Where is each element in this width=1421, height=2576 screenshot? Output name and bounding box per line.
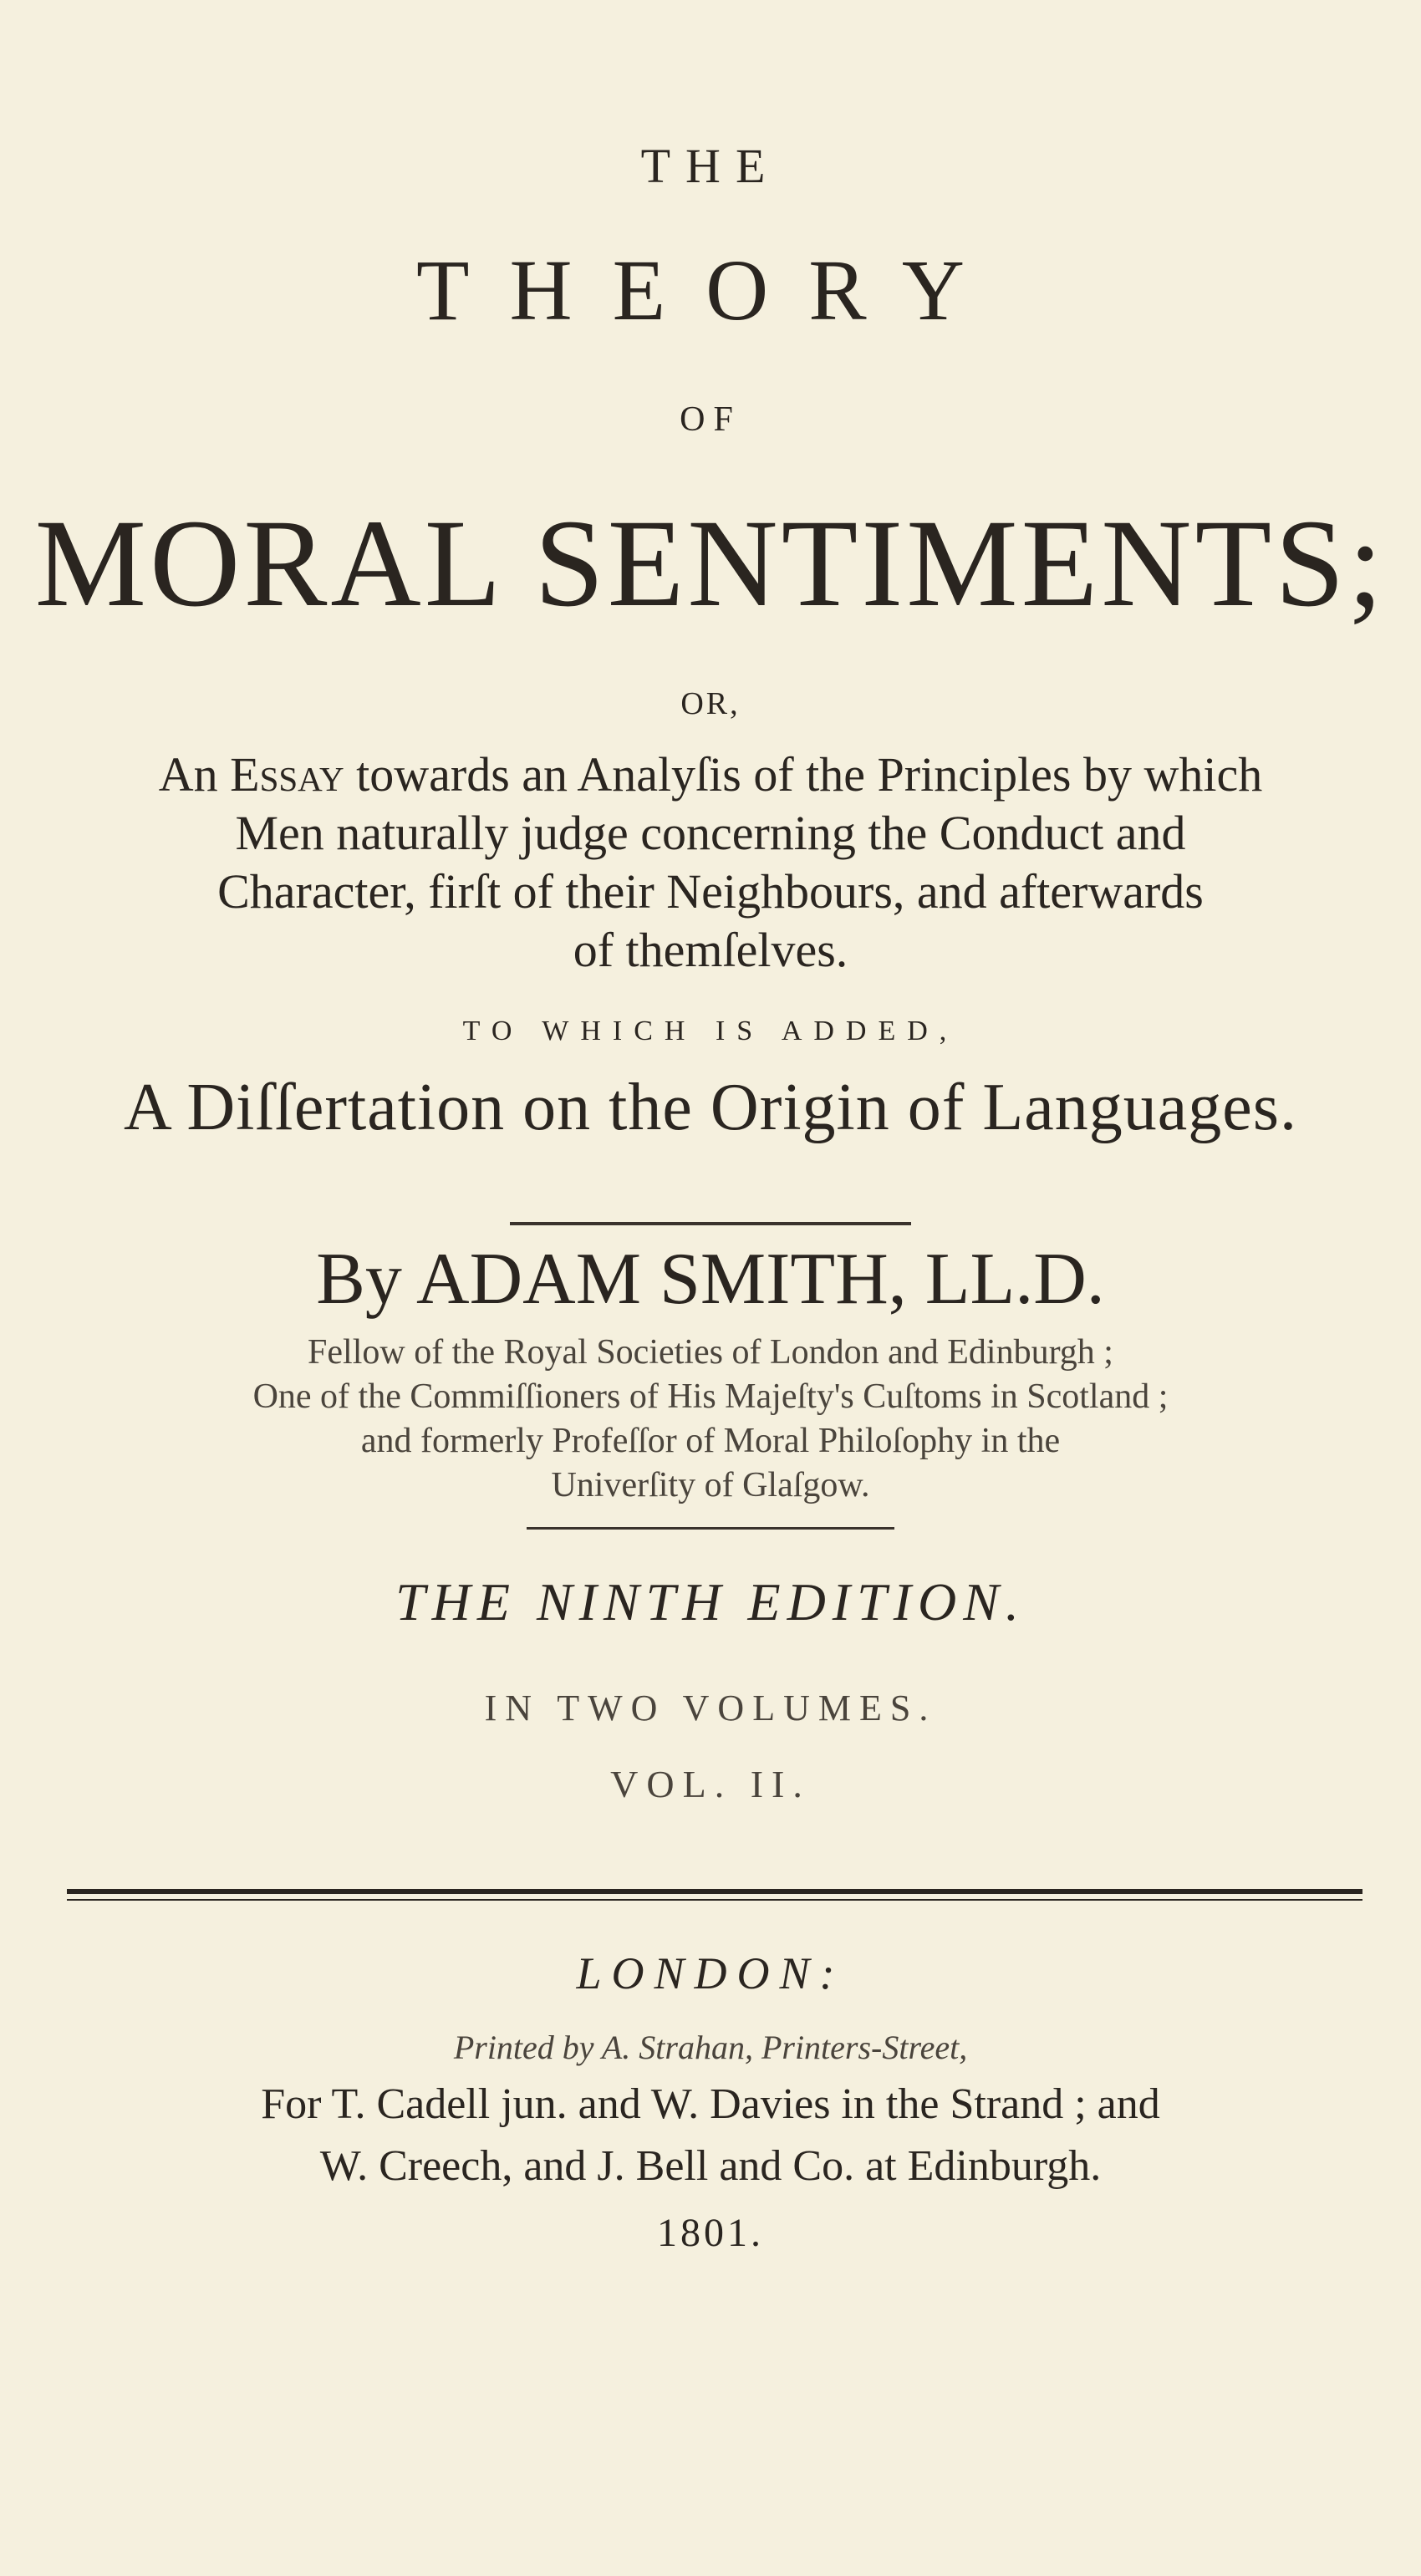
subtitle-line-4: of themſelves. bbox=[573, 923, 848, 977]
title-theory: THEORY bbox=[416, 242, 1005, 339]
imprint-publishers-line-1: For T. Cadell jun. and W. Davies in the Strand ; and bbox=[261, 2080, 1160, 2128]
main-title: MORAL SENTIMENTS; bbox=[34, 494, 1387, 633]
to-which-is-added: TO WHICH IS ADDED, bbox=[462, 1016, 959, 1046]
ornamental-rule-1 bbox=[510, 1222, 911, 1225]
volume-number: VOL. II. bbox=[610, 1763, 811, 1805]
volumes: IN TWO VOLUMES. bbox=[484, 1688, 937, 1728]
subtitle-line-1-rest: towards an Analyſis of the Principles by which bbox=[344, 747, 1263, 802]
imprint-rule-thick bbox=[67, 1889, 1362, 1894]
credentials-line-1: Fellow of the Royal Societies of London and Edinburgh ; bbox=[308, 1333, 1113, 1372]
imprint-printer: Printed by A. Strahan, Printers-Street, bbox=[453, 2029, 968, 2066]
credentials-line-4: Univerſity of Glaſgow. bbox=[551, 1466, 870, 1504]
subtitle-line-1 bbox=[100, 746, 1321, 804]
imprint-year: 1801. bbox=[657, 2211, 764, 2255]
credentials-line-2: One of the Commiſſioners of His Majeſty's Cuſtoms in Scotland ; bbox=[252, 1377, 1169, 1416]
title-or: OR, bbox=[680, 686, 741, 721]
subtitle-essay-word: Essay bbox=[230, 747, 344, 802]
dissertation-title: A Diſſertation on the Origin of Languages. bbox=[124, 1071, 1297, 1144]
imprint-publishers-line-2: W. Creech, and J. Bell and Co. at Edinburgh. bbox=[319, 2142, 1102, 2190]
edition: THE NINTH EDITION. bbox=[395, 1572, 1026, 1632]
title-of: OF bbox=[680, 400, 741, 439]
subtitle-prefix: An bbox=[158, 747, 231, 802]
ornamental-rule-2 bbox=[527, 1527, 894, 1530]
author-credentials bbox=[100, 1331, 1321, 1508]
author-byline: By ADAM SMITH, LL.D. bbox=[316, 1239, 1105, 1320]
subtitle-line-2: Men naturally judge concerning the Conduct and bbox=[235, 806, 1186, 860]
subtitle bbox=[100, 746, 1321, 980]
subtitle-line-3: Character, firſt of their Neighbours, and afterwards bbox=[217, 864, 1204, 919]
imprint-city: LONDON: bbox=[576, 1948, 845, 1998]
credentials-line-3: and formerly Profeſſor of Moral Philoſophy in the bbox=[360, 1422, 1061, 1460]
imprint-rule-thin bbox=[67, 1899, 1362, 1901]
title-the: THE bbox=[640, 139, 781, 193]
